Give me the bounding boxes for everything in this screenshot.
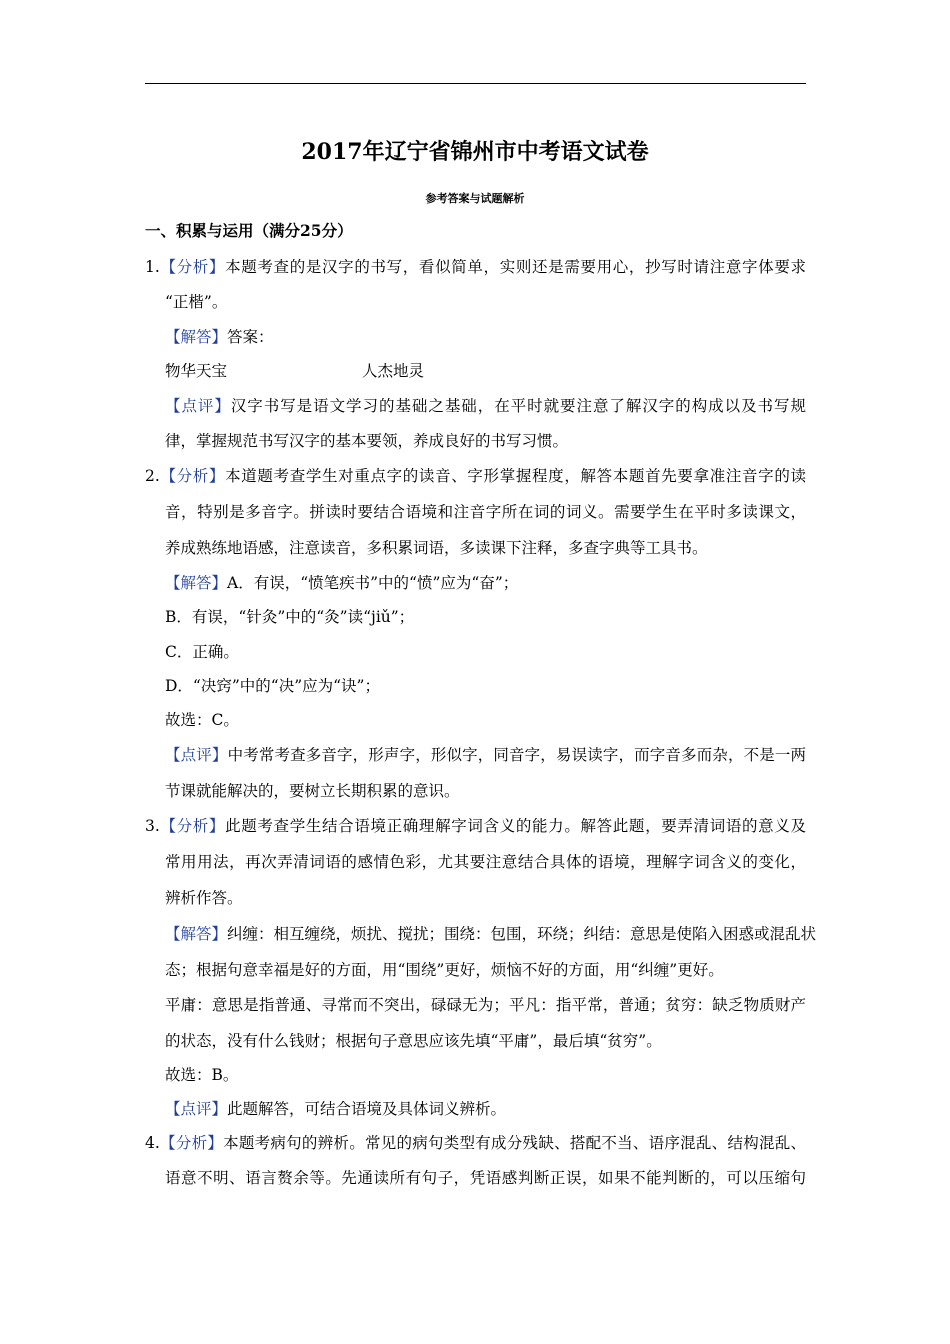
q3-number: 3.	[145, 817, 160, 835]
q3-analysis-cont: 常用用法，再次弄清词语的感情色彩，尤其要注意结合具体的语境，理解字词含义的变化，	[165, 853, 806, 871]
q2-answer-a: A．有误，“愤笔疾书”中的“愤”应为“奋”；	[227, 574, 519, 592]
q3-answer-cont2: 平庸：意思是指普通、寻常而不突出，碌碌无为；平凡：指平常，普通；贫穷：缺乏物质财产	[165, 996, 806, 1014]
page-subtitle: 参考答案与试题解析	[425, 192, 525, 205]
q2-answer-line	[165, 573, 518, 593]
q3-answer-choice: 故选：B。	[165, 1066, 239, 1084]
q3-answer-cont3: 的状态，没有什么钱财；根据句子意思应该先填“平庸”，最后填“贫穷”。	[165, 1032, 662, 1050]
q2-comment-line	[165, 745, 806, 765]
q4-analysis-line	[145, 1133, 806, 1153]
q4-analysis-cont: 语意不明、语言赘余等。先通读所有句子，凭语感判断正误，如果不能判断的，可以压缩句	[165, 1169, 806, 1187]
q3-answer-line	[165, 924, 817, 944]
q3-comment-tag: 【点评】	[165, 1100, 228, 1118]
q3-comment-text: 此题解答，可结合语境及具体词义辨析。	[227, 1100, 507, 1118]
q1-analysis-line	[145, 257, 806, 277]
q2-analysis-cont: 音，特别是多音字。拼读时要结合语境和注音字所在词的词义。需要学生在平时多读课文，	[165, 503, 806, 521]
header-rule	[145, 83, 806, 84]
q1-comment-tag: 【点评】	[165, 397, 231, 415]
q4-analysis-text: 本题考病句的辨析。常见的病句类型有成分残缺、搭配不当、语序混乱、结构混乱、	[223, 1134, 806, 1152]
q2-answer-tag: 【解答】	[165, 574, 228, 592]
q3-answer-cont: 态；根据句意幸福是好的方面，用“围绕”更好，烦恼不好的方面，用“纠缠”更好。	[165, 961, 724, 979]
q2-answer-choice: 故选：C。	[165, 711, 239, 729]
q1-analysis-cont: “正楷”。	[165, 293, 228, 311]
q2-comment-tag: 【点评】	[165, 746, 228, 764]
q1-analysis-tag: 【分析】	[159, 258, 226, 276]
q2-comment-cont: 节课就能解决的，要树立长期积累的意识。	[165, 782, 460, 800]
q1-answer-tag: 【解答】	[165, 328, 228, 346]
q3-analysis-text: 此题考查学生结合语境正确理解字词含义的能力。解答此题，要弄清词语的意义及	[225, 817, 806, 835]
q1-comment-line	[165, 396, 806, 416]
q4-number: 4.	[145, 1134, 160, 1152]
q1-answer-b: 人杰地灵	[362, 362, 425, 380]
q3-analysis-cont2: 辨析作答。	[165, 889, 243, 907]
q3-analysis-tag: 【分析】	[159, 817, 226, 835]
q1-comment-text: 汉字书写是语文学习的基础之基础，在平时就要注意了解汉字的构成以及书写规	[230, 397, 806, 415]
q1-analysis-text: 本题考查的是汉字的书写，看似简单，实则还是需要用心，抄写时请注意字体要求	[225, 258, 806, 276]
q3-answer-tag: 【解答】	[165, 925, 228, 943]
q3-analysis-line	[145, 816, 806, 836]
q3-comment-line	[165, 1099, 506, 1119]
q2-answer-d: D．“决窍”中的“决”应为“诀”；	[165, 677, 380, 695]
q1-number: 1.	[145, 258, 160, 276]
q1-comment-cont: 律，掌握规范书写汉字的基本要领，养成良好的书写习惯。	[165, 432, 569, 450]
q3-answer-text: 纠缠：相互缠绕，烦扰、搅扰；围绕：包围，环绕；纠结：意思是使陷入困惑或混乱状	[227, 925, 817, 943]
q2-number: 2.	[145, 467, 160, 485]
q2-answer-c: C．正确。	[165, 643, 239, 661]
section-heading: 一、积累与运用（满分25分）	[145, 221, 353, 240]
q2-answer-b: B．有误，“针灸”中的“灸”读“jiǔ”；	[165, 608, 415, 626]
q2-analysis-tag: 【分析】	[159, 467, 226, 485]
q1-answer-a: 物华天宝	[165, 362, 228, 380]
q1-answer-line	[165, 327, 274, 347]
page-title: 2017年辽宁省锦州市中考语文试卷	[301, 139, 649, 165]
q2-analysis-cont2: 养成熟练地语感，注意读音，多积累词语，多读课下注释，多查字典等工具书。	[165, 539, 708, 557]
q2-analysis-text: 本道题考查学生对重点字的读音、字形掌握程度，解答本题首先要拿准注音字的读	[225, 467, 806, 485]
q2-comment-text: 中考常考查多音字，形声字，形似字，同音字，易误读字，而字音多而杂，不是一两	[227, 746, 806, 764]
q2-analysis-line	[145, 466, 806, 486]
q1-answer-text: 答案：	[227, 328, 274, 346]
q4-analysis-tag: 【分析】	[159, 1134, 224, 1152]
